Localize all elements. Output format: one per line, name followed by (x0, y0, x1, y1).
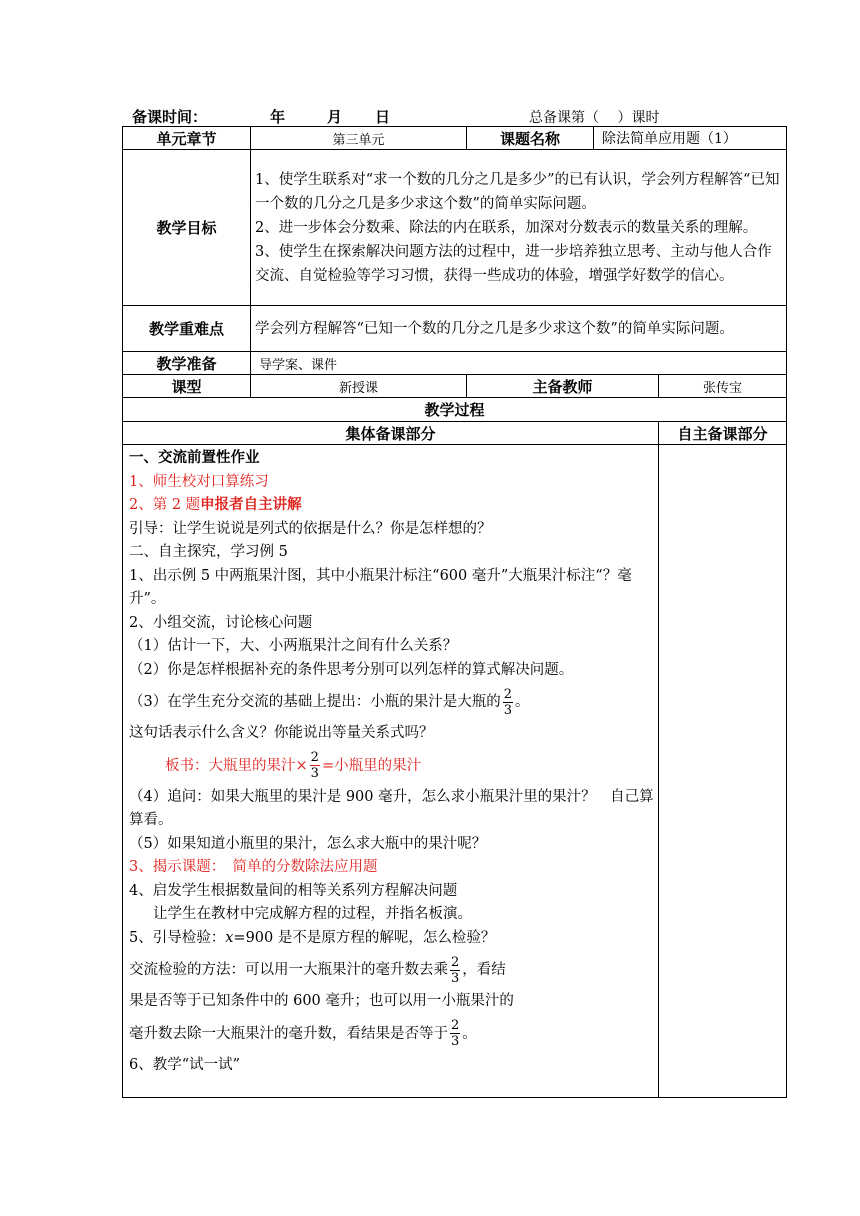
goal-item: 1、使学生联系对“求一个数的几分之几是多少”的已有认识，学会列方程解答“已知一个数的几分之几是多少求这个数”的简单实际问题。 (255, 171, 780, 212)
process-text: 。 (462, 1025, 477, 1042)
process-line: 果是否等于已知条件中的 600 毫升；也可以用一小瓶果汁的 (129, 993, 514, 1009)
process-line: （1）估计一下，大、小两瓶果汁之间有什么关系？ (129, 638, 458, 654)
process-line: 引导：让学生说说是列式的依据是什么？你是怎样想的？ (129, 520, 492, 537)
process-line: 4、启发学生根据数量间的相等关系列方程解决问题 (129, 882, 458, 899)
teacher-label: 主备教师 (467, 375, 659, 398)
process-text: 板书：大瓶里的果汁× (165, 757, 308, 774)
unit-row (123, 127, 787, 150)
type-label: 课型 (123, 375, 251, 398)
fraction (310, 750, 320, 781)
process-line: （4）追问：如果大瓶里的果汁是 900 毫升，怎么求小瓶果汁里的果汁？ 自己算算看。 (129, 788, 654, 828)
total-lesson-label: 总备课第（ ）课时 (529, 110, 660, 126)
key-value: 学会列方程解答“已知一个数的几分之几是多少求这个数”的简单实际问题。 (251, 306, 787, 352)
self-column-title: 自主备课部分 (659, 422, 787, 445)
process-line (129, 682, 654, 722)
process-line (129, 950, 654, 990)
fraction (450, 1018, 460, 1049)
process-title: 教学过程 (123, 398, 787, 422)
fraction-numerator: 2 (310, 750, 319, 765)
process-line (129, 927, 654, 951)
fraction-denominator: 3 (310, 766, 319, 781)
process-text: =小瓶里的果汁 (321, 757, 422, 774)
process-line (129, 494, 654, 518)
topic-label: 课题名称 (467, 127, 594, 150)
section-heading: 一、交流前置性作业 (129, 450, 260, 466)
lesson-plan-table (122, 126, 787, 1098)
goal-item: 3、使学生在探索解决问题方法的过程中，进一步培养独立思考、主动与他人合作交流、自觉检验等学习习惯，获得一些成功的体验，增强学好数学的信心。 (255, 243, 772, 284)
process-column-row (123, 422, 787, 445)
prep-value: 导学案、课件 (251, 352, 787, 375)
process-text: （3）在学生充分交流的基础上提出：小瓶的果汁是大瓶的 (129, 694, 501, 710)
prep-time-label: 备课时间： (132, 108, 208, 126)
process-text: ，看结 (462, 962, 506, 978)
process-text: 。 (515, 694, 530, 710)
process-text: 2、第 2 题 (129, 497, 201, 513)
fraction-numerator: 2 (451, 954, 460, 970)
highlight-text: 申报者自主讲解 (200, 497, 302, 513)
key-label: 教学重难点 (123, 306, 251, 352)
month-label: 月 (327, 108, 343, 126)
goal-row (123, 150, 787, 306)
goal-item: 2、进一步体会分数乘、除法的内在联系，加深对分数表示的数量关系的理解。 (255, 219, 758, 236)
self-content (659, 445, 787, 1098)
fraction-denominator: 3 (451, 1034, 460, 1049)
unit-value: 第三单元 (251, 127, 467, 150)
process-title-row (123, 398, 787, 422)
prep-label: 教学准备 (123, 352, 251, 375)
key-row (123, 306, 787, 352)
collective-content (123, 445, 659, 1098)
process-line: （5）如果知道小瓶里的果汁，怎么求大瓶中的果汁呢？ (129, 835, 487, 852)
day-label: 日 (375, 108, 391, 126)
type-row (123, 375, 787, 398)
process-text: 5、引导检验： (129, 929, 226, 946)
fraction-denominator: 3 (451, 970, 460, 986)
process-line: 1、出示例 5 中两瓶果汁图，其中小瓶果汁标注“600 毫升”大瓶果汁标注“？毫升”。 (129, 567, 632, 607)
collective-column-title: 集体备课部分 (123, 422, 659, 445)
fraction-numerator: 2 (451, 1018, 460, 1033)
process-text: =900 是不是原方程的解呢，怎么检验？ (233, 929, 496, 946)
process-line: （2）你是怎样根据补充的条件思考分别可以列怎样的算式解决问题。 (129, 661, 574, 678)
process-line: 3、揭示课题： 简单的分数除法应用题 (129, 859, 378, 875)
section-heading: 二、自主探究，学习例 5 (129, 544, 288, 560)
type-value: 新授课 (251, 375, 467, 398)
topic-value: 除法简单应用题（1） (594, 127, 787, 150)
process-line: 6、教学“试一试” (129, 1056, 241, 1073)
fraction-denominator: 3 (503, 702, 513, 718)
process-line: 2、小组交流，讨论核心问题 (129, 614, 313, 631)
lesson-header (130, 104, 790, 126)
year-label: 年 (270, 108, 286, 126)
fraction-numerator: 2 (503, 686, 513, 702)
process-content-row (123, 445, 787, 1098)
board-note (129, 746, 654, 786)
variable-x: x (225, 929, 234, 946)
process-text: 毫升数去除一大瓶果汁的毫升数，看结果是否等于 (129, 1025, 448, 1042)
teacher-value: 张传宝 (659, 375, 787, 398)
goal-content (251, 150, 787, 306)
fraction (450, 955, 460, 986)
process-line (129, 1014, 654, 1054)
goal-label: 教学目标 (123, 150, 251, 306)
fraction (503, 687, 513, 718)
process-line: 让学生在教材中完成解方程的过程，并指名板演。 (153, 906, 472, 922)
unit-label: 单元章节 (123, 127, 251, 150)
prep-row (123, 352, 787, 375)
process-text: 交流检验的方法：可以用一大瓶果汁的毫升数去乘 (129, 962, 448, 978)
process-line: 这句话表示什么含义？你能说出等量关系式吗？ (129, 725, 434, 741)
process-line: 1、师生校对口算练习 (129, 473, 269, 490)
